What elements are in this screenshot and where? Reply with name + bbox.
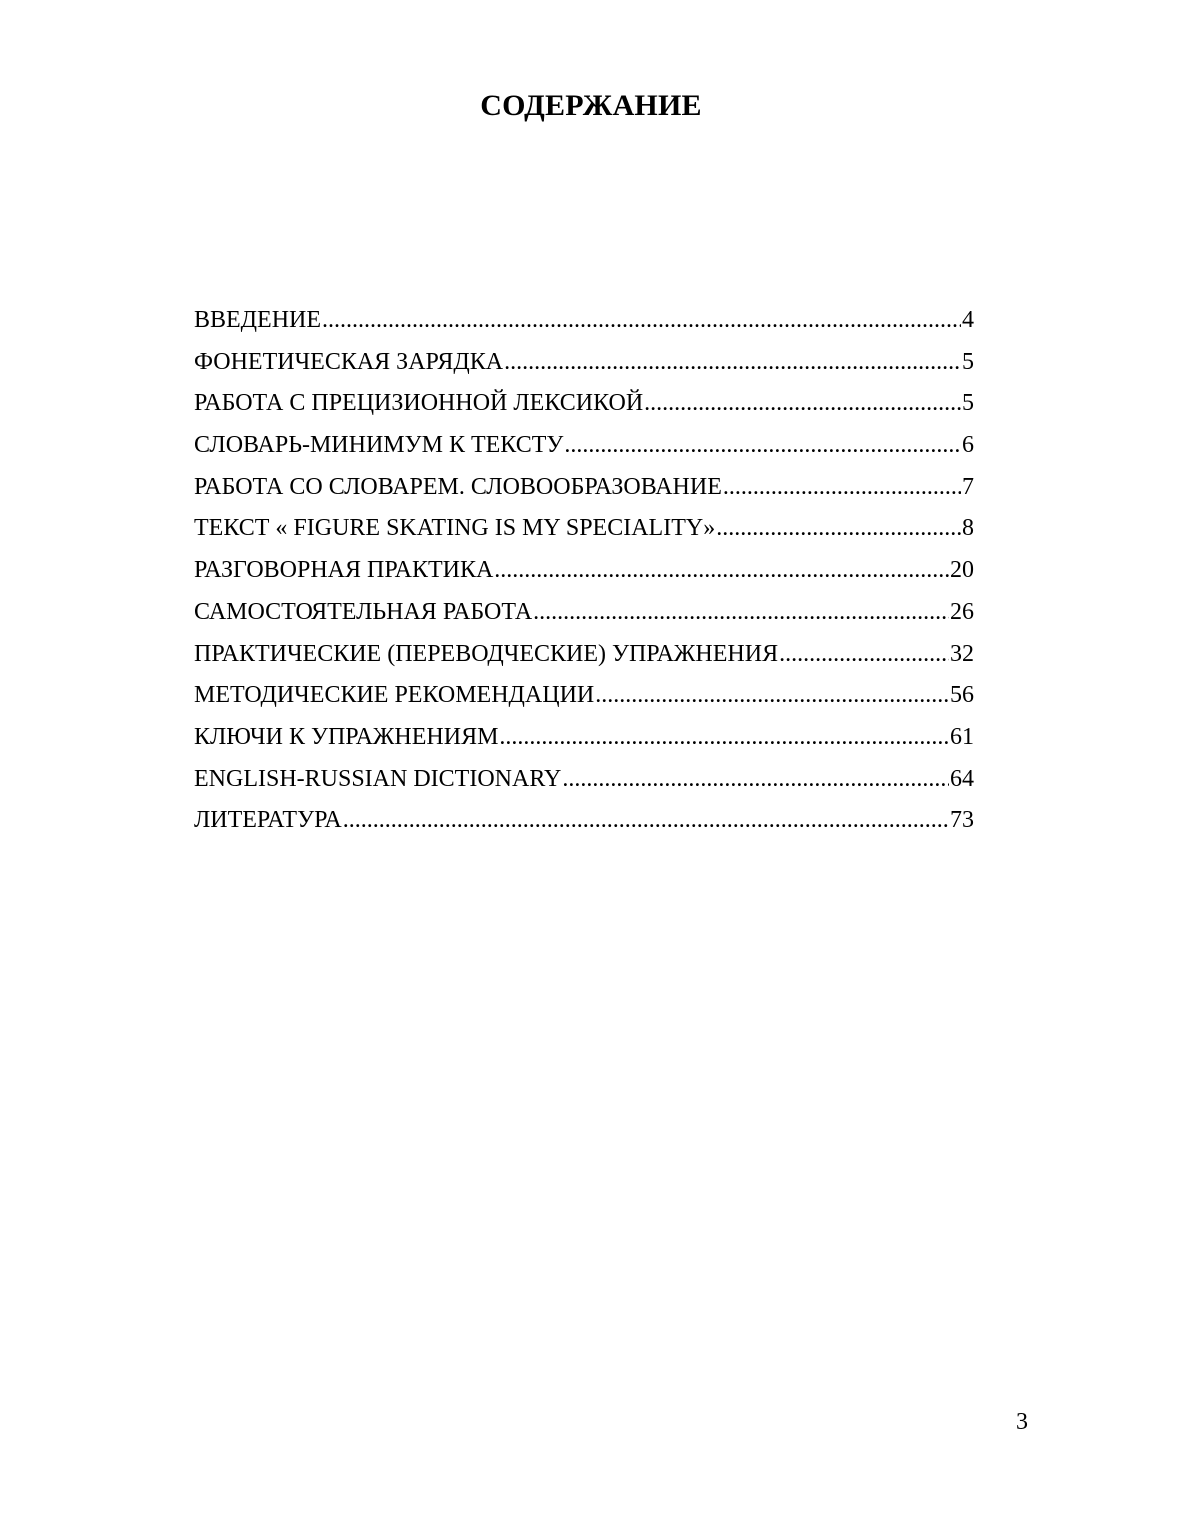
toc-entry-label: РАБОТА С ПРЕЦИЗИОННОЙ ЛЕКСИКОЙ xyxy=(194,390,644,417)
toc-entry-dictionary xyxy=(194,761,974,803)
toc-entry-page: 6 xyxy=(962,432,974,459)
toc-entry-label: РАБОТА СО СЛОВАРЕМ. СЛОВООБРАЗОВАНИЕ xyxy=(194,473,722,500)
toc-dot-leader xyxy=(644,385,961,421)
toc-dot-leader xyxy=(322,302,961,338)
toc-entry-page: 5 xyxy=(962,348,974,375)
toc-entry-page: 32 xyxy=(950,640,974,667)
toc-entry-label: КЛЮЧИ К УПРАЖНЕНИЯМ xyxy=(194,723,499,750)
toc-entry-label: ТЕКСТ « FIGURE SKATING IS MY SPECIALITY» xyxy=(194,515,716,542)
toc-entry-page: 26 xyxy=(950,598,974,625)
toc-entry-page: 7 xyxy=(962,473,974,500)
toc-dot-leader xyxy=(499,719,949,755)
toc-dot-leader xyxy=(562,761,949,797)
toc-entry-page: 4 xyxy=(962,307,974,333)
toc-dot-leader xyxy=(533,594,949,630)
toc-entry-phonetics xyxy=(194,344,974,386)
toc-entry-page: 20 xyxy=(950,557,974,584)
toc-entry-independent-work xyxy=(194,594,974,636)
toc-dot-leader xyxy=(494,552,949,588)
toc-entry-label: ЛИТЕРАТУРА xyxy=(194,807,342,834)
toc-entry-label: МЕТОДИЧЕСКИЕ РЕКОМЕНДАЦИИ xyxy=(194,682,595,709)
toc-entry-word-formation xyxy=(194,469,974,511)
toc-dot-leader xyxy=(343,802,949,838)
toc-entry-conversation-practice xyxy=(194,552,974,594)
toc-dot-leader xyxy=(716,510,961,546)
page-number: 3 xyxy=(1016,1409,1028,1435)
toc-entry-page: 64 xyxy=(950,765,974,792)
toc-dot-leader xyxy=(723,469,961,505)
toc-entry-page: 61 xyxy=(950,723,974,750)
toc-entry-label: СЛОВАРЬ-МИНИМУМ К ТЕКСТУ xyxy=(194,432,564,459)
toc-entry-text xyxy=(194,510,974,552)
toc-entry-precision-vocabulary xyxy=(194,385,974,427)
toc-dot-leader xyxy=(595,677,949,713)
toc-entry-page: 56 xyxy=(950,682,974,709)
toc-entry-literature xyxy=(194,802,974,844)
toc-dot-leader xyxy=(504,344,961,380)
table-of-contents xyxy=(194,302,974,844)
toc-entry-label: ENGLISH-RUSSIAN DICTIONARY xyxy=(194,765,562,792)
toc-entry-label: САМОСТОЯТЕЛЬНАЯ РАБОТА xyxy=(194,598,533,625)
toc-entry-glossary xyxy=(194,427,974,469)
toc-entry-page: 5 xyxy=(962,390,974,417)
page-title: СОДЕРЖАНИЕ xyxy=(480,89,702,122)
toc-entry-page: 8 xyxy=(962,515,974,542)
toc-entry-translation-exercises xyxy=(194,636,974,678)
toc-entry-label: ПРАКТИЧЕСКИЕ (ПЕРЕВОДЧЕСКИЕ) УПРАЖНЕНИЯ xyxy=(194,640,779,667)
toc-entry-label: РАЗГОВОРНАЯ ПРАКТИКА xyxy=(194,557,494,584)
toc-entry-introduction xyxy=(194,302,974,344)
toc-entry-label: ФОНЕТИЧЕСКАЯ ЗАРЯДКА xyxy=(194,348,504,375)
toc-entry-label: ВВЕДЕНИЕ xyxy=(194,307,322,333)
toc-entry-methodical-recommendations xyxy=(194,677,974,719)
toc-entry-page: 73 xyxy=(950,807,974,834)
toc-dot-leader xyxy=(564,427,961,463)
toc-dot-leader xyxy=(779,636,949,672)
toc-entry-answer-keys xyxy=(194,719,974,761)
